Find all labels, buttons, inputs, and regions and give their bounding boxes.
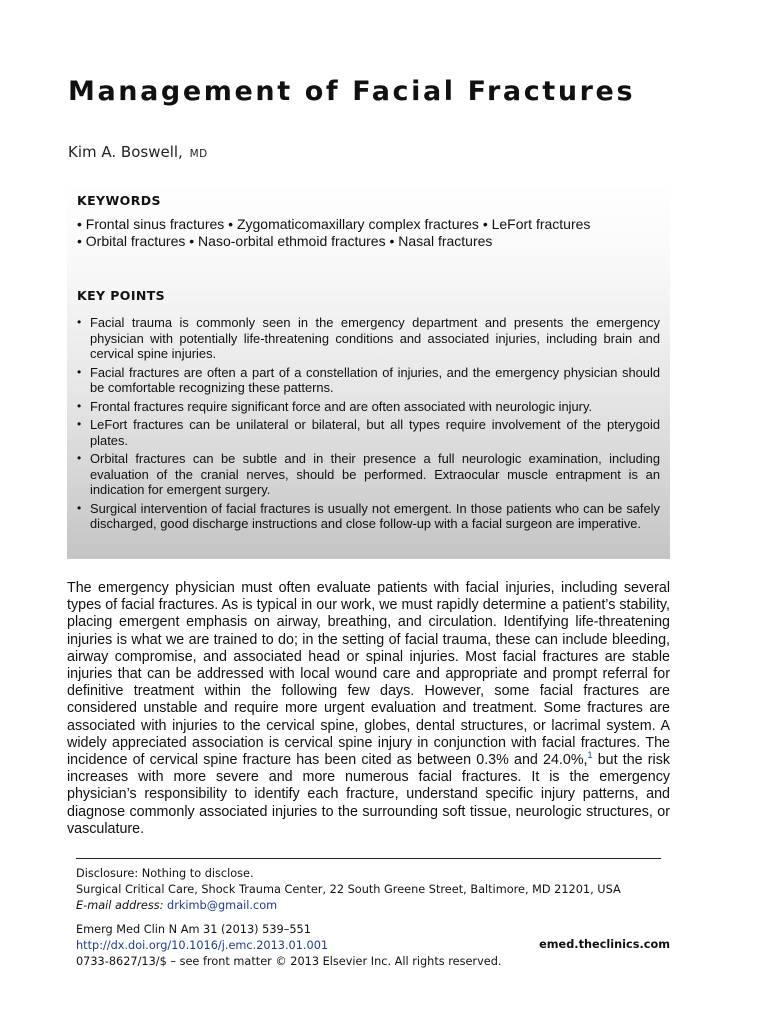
keywords-line: • Frontal sinus fractures • Zygomaticomaxillary complex fractures • LeFort fractures [77, 216, 591, 232]
article-title: Management of Facial Fractures [68, 76, 636, 107]
email-link[interactable]: drkimb@gmail.com [167, 899, 278, 912]
bullet-icon: • [77, 364, 82, 379]
bullet-icon: • [77, 398, 82, 413]
key-point-text: Orbital fractures can be subtle and in their presence a full neurologic examination, including evaluation of the cranial nerves, should be performed. Extraocular muscle entrapment is an indication for emergent surgery. [90, 451, 660, 497]
doi-link[interactable]: http://dx.doi.org/10.1016/j.emc.2013.01.001 [76, 939, 329, 952]
keywords-keypoints-box [67, 183, 670, 559]
keywords-heading: KEYWORDS [77, 193, 161, 208]
author-credential: MD [189, 148, 208, 160]
author-name: Kim A. Boswell, [68, 143, 183, 161]
key-point-item [77, 315, 660, 362]
key-point-item [77, 365, 660, 396]
reference-link[interactable]: 1 [587, 750, 593, 761]
bullet-icon: • [77, 500, 82, 515]
key-point-text: Facial trauma is commonly seen in the emergency department and presents the emergency physician with potentially life-threatening conditions and associated injuries, including brain and cervical spine injuries. [90, 315, 660, 361]
journal-site: emed.theclinics.com [539, 938, 670, 951]
key-point-text: Frontal fractures require significant force and are often associated with neurologic injury. [90, 398, 593, 414]
key-point-text: LeFort fractures can be unilateral or bilateral, but all types require involvement of the pterygoid plates. [90, 417, 660, 448]
key-point-item [77, 501, 660, 532]
disclosure-note: Disclosure: Nothing to disclose. [76, 867, 254, 880]
footnote-divider [76, 858, 661, 859]
bullet-icon: • [77, 315, 82, 329]
email-line [76, 898, 277, 914]
body-text-continued: but the risk increases with more severe and more numerous facial fractures. It is the emergency physician’s responsibility to identify each fracture, understand specific injury patterns, and diagnose commonly associated injuries to the surrounding soft tissue, neurologic structures, or vasculature. [67, 752, 670, 837]
key-point-item [77, 399, 660, 415]
key-point-item [77, 417, 660, 448]
keywords-list [77, 216, 660, 250]
author-line [68, 143, 208, 161]
bullet-icon: • [77, 451, 82, 465]
key-point-text: Surgical intervention of facial fractures is usually not emergent. In those patients who can be safely discharged, good discharge instructions and close follow-up with a facial surgeon are imperative. [90, 500, 660, 531]
key-points-heading: KEY POINTS [77, 288, 166, 303]
body-text: The emergency physician must often evaluate patients with facial injuries, including several types of facial fractures. As is typical in our work, we must rapidly determine a patient’s stability, placing emergent emphasis on airway, breathing, and circulation. Identifying life-threatening injuries is what we are trained to do; in the setting of facial trauma, these can include bleeding, airway compromise, and associated head or spinal injuries. Most facial fractures are stable injuries that can be addressed with local wound care and appropriate and prompt referral for definitive treatment within the following few days. However, some facial fractures are considered unstable and require more urgent evaluation and treatment. Some fractures are associated with injuries to the cervical spine, globes, dental structures, or lacrimal system. A widely appreciated association is cervical spine injury in conjunction with facial fractures. The incidence of cervical spine fracture has been cited as between 0.3% and 24.0%, [67, 580, 670, 769]
keywords-line: • Orbital fractures • Naso-orbital ethmoid fractures • Nasal fractures [77, 233, 493, 249]
doi-line [76, 938, 328, 954]
key-points-list [77, 315, 660, 532]
email-label: E-mail address: [76, 899, 164, 912]
citation-line: Emerg Med Clin N Am 31 (2013) 539–551 [76, 923, 311, 936]
bullet-icon: • [77, 417, 82, 431]
body-paragraph [67, 580, 670, 838]
key-point-text: Facial fractures are often a part of a constellation of injuries, and the emergency physician should be comfortable recognizing these patterns. [90, 364, 660, 395]
key-point-item [77, 451, 660, 498]
copyright-line: 0733-8627/13/$ – see front matter © 2013 Elsevier Inc. All rights reserved. [76, 955, 502, 968]
affiliation-note: Surgical Critical Care, Shock Trauma Center, 22 South Greene Street, Baltimore, MD 21201, USA [76, 883, 621, 896]
